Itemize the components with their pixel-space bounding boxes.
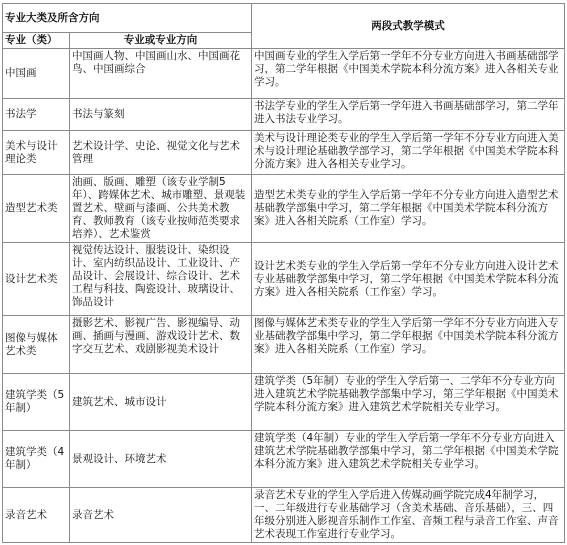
program-table [2,3,565,543]
row-mode: 书法学专业的学生入学后第一学年进入书画基础部学习，第二学年进入书法专业学习。 [252,99,565,131]
row-directions: 油画、版画、雕塑（该专业学制5年）、跨媒体艺术、城市雕塑、景观装置艺术、壁画与漆画、公共美术教育、教师教育（该专业按师范类要求培养）、艺术鉴赏 [70,175,252,243]
row-mode: 建筑学类（5年制）专业的学生入学后第一、二学年不分专业方向进入建筑艺术学院基础教学部集中学习，第三学年根据《中国美术学院本科分流方案》进入建筑艺术学院相关专业学习。 [252,374,565,431]
row-mode: 中国画专业的学生入学后第一学年不分专业方向进入书画基础部学习，第二学年根据《中国美术学院本科分流方案》进入各相关专业学习。 [252,49,565,99]
table-row [3,49,565,99]
row-category: 中国画 [3,49,70,99]
row-directions: 录音艺术 [70,488,252,543]
row-directions: 视觉传达设计、服装设计、染织设计、室内纺织品设计、工业设计、产品设计、会展设计、综合设计、艺术工程与科技、陶瓷设计、玻璃设计、饰品设计 [70,243,252,316]
row-category: 书法学 [3,99,70,131]
table-row [3,488,565,543]
table-row [3,431,565,488]
row-category: 建筑学类（5年制） [3,374,70,431]
row-mode: 图像与媒体艺术类专业的学生入学后第一学年不分专业方向进入专业基础教学部集中学习，第二学年根据《中国美术学院本科分流方案》进入各相关院系（工作室）学习。 [252,316,565,374]
table-row [3,316,565,374]
header-mode: 两段式教学模式 [252,4,565,49]
row-directions: 景观设计、环境艺术 [70,431,252,488]
header-major-class: 专业（类） [3,33,70,49]
row-mode: 设计艺术类专业的学生入学后第一学年不分专业方向进入设计艺术专业基础教学部集中学习，第二学年根据《中国美术学院本科分流方案》进入各相关院系（工作室）学习。 [252,243,565,316]
row-category: 美术与设计理论类 [3,131,70,175]
row-category: 建筑学类（4年制） [3,431,70,488]
row-directions: 书法与篆刻 [70,99,252,131]
row-directions: 中国画人物、中国画山水、中国画花鸟、中国画综合 [70,49,252,99]
row-mode: 录音艺术专业的学生入学后进入传媒动画学院完成4年制学习，一、二年级进行专业基础学习（含美术基础、音乐基础），三、四年级分别进入影视音乐制作工作室、音频工程与录音工作室、声音艺术表现工作室进行专业学习。 [252,488,565,543]
row-mode: 美术与设计理论类专业的学生入学后第一学年不分专业方向进入美术与设计理论基础教学部学习，第二学年根据《中国美术学院本科分流方案》进入各相关专业学习。 [252,131,565,175]
row-directions: 摄影艺术、影视广告、影视编导、动画、插画与漫画、游戏设计艺术、数字交互艺术、戏剧影视美术设计 [70,316,252,374]
table-row [3,175,565,243]
row-category: 造型艺术类 [3,175,70,243]
row-category: 图像与媒体艺术类 [3,316,70,374]
row-directions: 艺术设计学、史论、视觉文化与艺术管理 [70,131,252,175]
row-directions: 建筑艺术、城市设计 [70,374,252,431]
table-row [3,243,565,316]
row-mode: 建筑学类（4年制）专业的学生入学后第一学年不分专业方向进入建筑艺术学院基础教学部集中学习，第二学年根据《中国美术学院本科分流方案》进入建筑艺术学院相关专业学习。 [252,431,565,488]
header-category-group: 专业大类及所含方向 [3,4,252,33]
header-row-1 [3,4,565,33]
table-row [3,131,565,175]
row-category: 设计艺术类 [3,243,70,316]
header-direction: 专业或专业方向 [70,33,252,49]
row-mode: 造型艺术类专业的学生入学后第一学年不分专业方向进入造型艺术基础教学部集中学习，第二学年根据《中国美术学院本科分流方案》进入各相关院系（工作室）学习。 [252,175,565,243]
table-row [3,374,565,431]
row-category: 录音艺术 [3,488,70,543]
table-row [3,99,565,131]
